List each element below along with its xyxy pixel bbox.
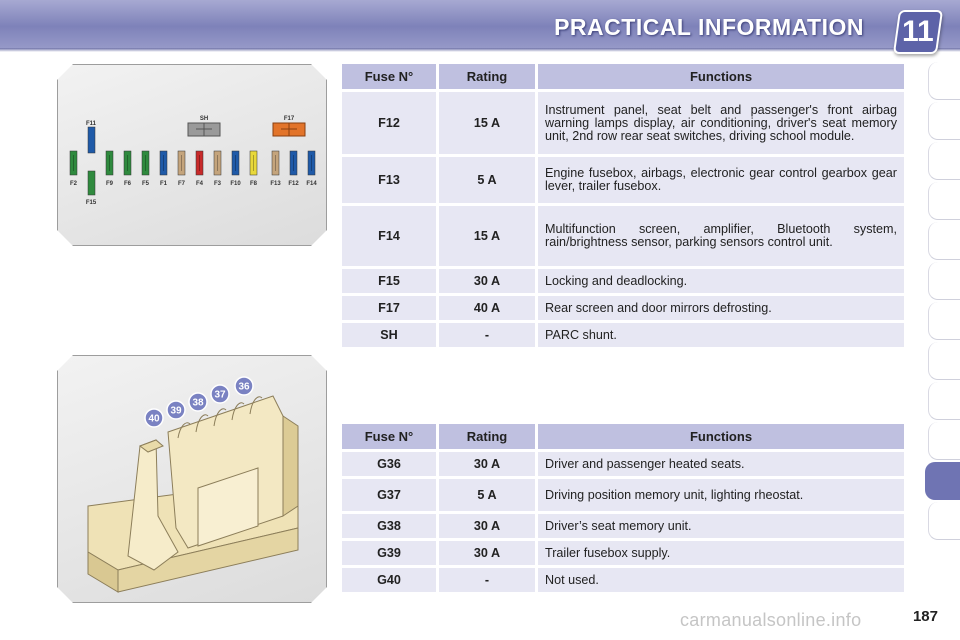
table-row xyxy=(342,269,904,293)
table-row xyxy=(342,568,904,592)
fuse-label: F6 xyxy=(123,181,132,187)
table-header-row xyxy=(342,64,904,89)
fuse-label: F14 xyxy=(306,181,317,187)
fuse-functions: Instrument panel, seat belt and passenger's front airbag warning lamps display, air conditioning, driver's seat memory unit, 2nd row rear seat switches, driving school module. xyxy=(538,92,904,154)
table-row xyxy=(342,514,904,538)
fuse-label: F13 xyxy=(270,181,281,187)
fuse-number: F17 xyxy=(342,296,439,320)
table-row xyxy=(342,206,904,266)
fuse-row xyxy=(70,151,317,187)
chapter-tab[interactable] xyxy=(928,382,960,420)
chapter-tab-active[interactable] xyxy=(925,462,960,500)
connector-block-diagram xyxy=(57,355,327,603)
chapter-tab[interactable] xyxy=(928,222,960,260)
chapter-number: 11 xyxy=(902,15,934,48)
callout-label: 36 xyxy=(238,381,250,393)
fuse-number: G36 xyxy=(342,452,439,476)
table-row xyxy=(342,296,904,320)
fuse-number: F12 xyxy=(342,92,439,154)
chapter-tab[interactable] xyxy=(928,182,960,220)
callout-label: 39 xyxy=(170,405,182,417)
chapter-tab[interactable] xyxy=(928,142,960,180)
header-rating: Rating xyxy=(439,424,538,449)
connector-body xyxy=(88,396,298,592)
fuse-rating: 5 A xyxy=(439,157,538,203)
callout-label: 40 xyxy=(148,413,160,425)
callout-label: 37 xyxy=(214,389,226,401)
fuse-rating: 30 A xyxy=(439,269,538,293)
page-number: 187 xyxy=(912,608,938,625)
f11-fuse xyxy=(88,127,95,153)
table-row xyxy=(342,479,904,511)
fuse-functions: Trailer fusebox supply. xyxy=(538,541,904,565)
header-fuse-no: Fuse N° xyxy=(342,424,439,449)
fusebox-layout-diagram xyxy=(57,64,327,246)
fuse-functions: Rear screen and door mirrors defrosting. xyxy=(538,296,904,320)
fuse-number: G37 xyxy=(342,479,439,511)
connector-block-svg xyxy=(58,356,328,604)
fuse-rating: 30 A xyxy=(439,541,538,565)
fuse-number: F14 xyxy=(342,206,439,266)
fuse-number: G39 xyxy=(342,541,439,565)
fuse-functions: Driver’s seat memory unit. xyxy=(538,514,904,538)
fuse-label: F7 xyxy=(177,181,186,187)
f17-label: F17 xyxy=(283,116,295,122)
f15-label: F15 xyxy=(85,200,97,206)
sh-label: SH xyxy=(199,116,209,122)
fuse-rating: 15 A xyxy=(439,206,538,266)
fuse-rating: - xyxy=(439,568,538,592)
fusebox-layout-svg xyxy=(58,65,328,247)
table-row xyxy=(342,452,904,476)
f11-label: F11 xyxy=(85,121,97,127)
chapter-tab[interactable] xyxy=(928,302,960,340)
header-rating: Rating xyxy=(439,64,538,89)
fuse-label: F3 xyxy=(213,181,222,187)
header-functions: Functions xyxy=(538,424,904,449)
table-row xyxy=(342,541,904,565)
fuse-label: F4 xyxy=(195,181,204,187)
fuse-number: G38 xyxy=(342,514,439,538)
table-row xyxy=(342,92,904,154)
fuse-rating: 40 A xyxy=(439,296,538,320)
page-title: PRACTICAL INFORMATION xyxy=(554,14,864,40)
fuse-functions: Locking and deadlocking. xyxy=(538,269,904,293)
chapter-tab[interactable] xyxy=(928,422,960,460)
table-header-row xyxy=(342,424,904,449)
fuse-number: F15 xyxy=(342,269,439,293)
chapter-tab[interactable] xyxy=(928,502,960,540)
fuse-rating: - xyxy=(439,323,538,347)
fuse-rating: 15 A xyxy=(439,92,538,154)
fuse-label: F1 xyxy=(159,181,168,187)
callout-label: 38 xyxy=(192,397,204,409)
fuse-label: F9 xyxy=(105,181,114,187)
fuse-label: F5 xyxy=(141,181,150,187)
fuse-rating: 5 A xyxy=(439,479,538,511)
fuse-label: F8 xyxy=(249,181,258,187)
fuse-label: F10 xyxy=(230,181,241,187)
fuse-functions: Driving position memory unit, lighting rheostat. xyxy=(538,479,904,511)
chapter-tab[interactable] xyxy=(928,102,960,140)
fuse-functions: PARC shunt. xyxy=(538,323,904,347)
fuse-functions: Driver and passenger heated seats. xyxy=(538,452,904,476)
chapter-tab-strip xyxy=(928,62,960,574)
fuse-rating: 30 A xyxy=(439,514,538,538)
fuse-functions: Not used. xyxy=(538,568,904,592)
header-functions: Functions xyxy=(538,64,904,89)
watermark: carmanualsonline.info xyxy=(680,610,862,630)
fuse-number: F13 xyxy=(342,157,439,203)
fuse-label: F12 xyxy=(288,181,299,187)
fuse-rating: 30 A xyxy=(439,452,538,476)
table-row xyxy=(342,157,904,203)
chapter-badge[interactable] xyxy=(893,10,943,54)
fuse-number: G40 xyxy=(342,568,439,592)
fuse-table-main xyxy=(342,61,904,350)
table-row xyxy=(342,323,904,347)
header-fuse-no: Fuse N° xyxy=(342,64,439,89)
fuse-number: SH xyxy=(342,323,439,347)
fuse-functions: Engine fusebox, airbags, electronic gear control gearbox gear lever, trailer fusebox. xyxy=(538,157,904,203)
chapter-tab[interactable] xyxy=(928,342,960,380)
chapter-tab[interactable] xyxy=(928,262,960,300)
fuse-label: F2 xyxy=(69,181,78,187)
chapter-tab[interactable] xyxy=(928,62,960,100)
f15-fuse xyxy=(88,171,95,195)
fuse-functions: Multifunction screen, amplifier, Bluetooth system, rain/brightness sensor, parking sensors control unit. xyxy=(538,206,904,266)
fuse-table-connector xyxy=(342,421,904,595)
